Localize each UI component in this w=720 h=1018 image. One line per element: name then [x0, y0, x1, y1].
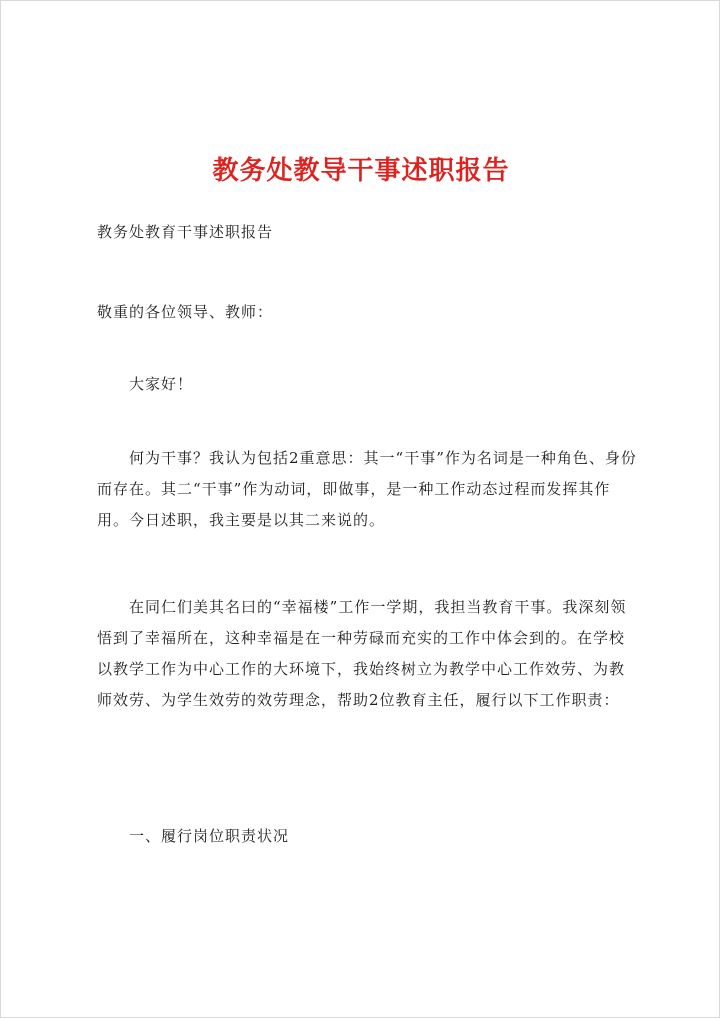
document-title: 教务处教导干事述职报告 [212, 156, 510, 186]
salutation: 敬重的各位领导、教师： [97, 303, 274, 321]
paragraph-work-summary: 在同仁们美其名曰的“幸福楼”工作一学期，我担当教育干事。我深刻领悟到了幸福所在，这种幸福是在一种劳碌而充实的工作中体会到的。在学校以教学工作为中心工作的大环境下，我始终树立为教学中心工作效劳、为教师效劳、为学生效劳的效劳理念，帮助2位教育主任，履行以下工作职责： [97, 598, 627, 709]
paragraph-what-is-staff: 何为干事？我认为包括2重意思：其一“干事”作为名词是一种角色、身份而存在。其二“干事”作为动词，即做事，是一种工作动态过程而发挥其作用。今日述职，我主要是以其二来说的。 [97, 449, 637, 529]
section-heading: 一、履行岗位职责状况 [129, 827, 290, 845]
document-subtitle: 教务处教育干事述职报告 [97, 223, 274, 241]
greeting-line: 大家好！ [129, 375, 194, 393]
